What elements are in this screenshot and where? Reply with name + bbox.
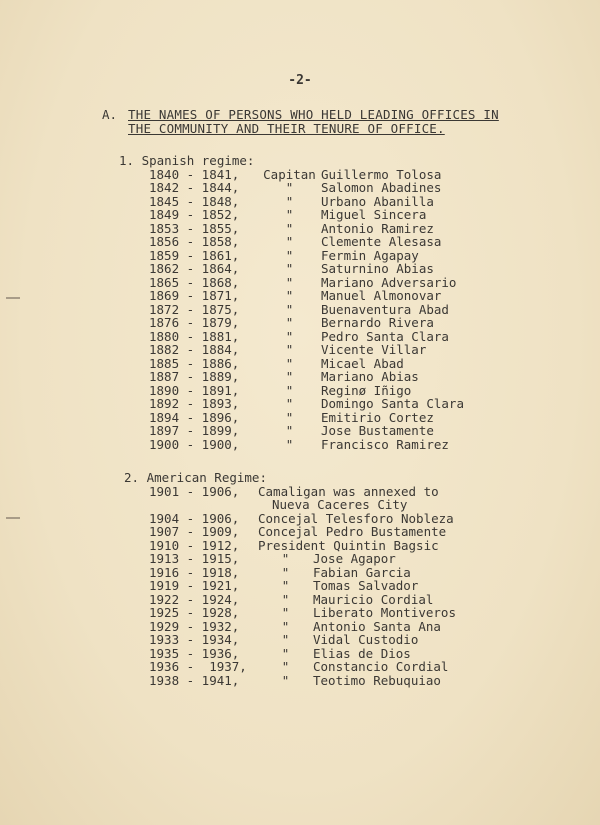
office-title: "	[285, 193, 294, 209]
table-row	[149, 235, 464, 249]
entry-text: Camaligan was annexed to	[258, 483, 439, 499]
margin-mark	[6, 297, 20, 299]
american-regime-list	[149, 485, 456, 688]
officeholder-name: Guillermo Tolosa	[321, 166, 442, 182]
office-title: "	[281, 578, 290, 593]
years: 1890 - 1891,	[149, 382, 240, 398]
officeholder-name: Manuel Almonovar	[321, 288, 442, 303]
years: 1900 - 1900,	[149, 436, 240, 452]
office-title: "	[285, 220, 294, 236]
table-row	[149, 525, 456, 539]
office-title: "	[285, 409, 294, 425]
office-title: "	[285, 423, 294, 438]
years: 1901 - 1906,	[149, 483, 240, 499]
officeholder-name: Mauricio Cordial	[313, 591, 434, 607]
officeholder-name: Constancio Cordial	[313, 659, 449, 674]
years: 1913 - 1915,	[149, 551, 240, 566]
table-row	[149, 660, 456, 674]
officeholder-name: Jose Agapor	[313, 551, 396, 566]
years: 1856 - 1858,	[149, 234, 240, 249]
years: 1880 - 1881,	[149, 328, 240, 344]
table-row	[149, 357, 464, 371]
officeholder-name: Bernardo Rivera	[321, 315, 434, 330]
table-row	[149, 552, 456, 566]
office-title: "	[281, 605, 290, 620]
years: 1887 - 1889,	[149, 369, 240, 384]
table-row	[149, 485, 456, 499]
years: 1916 - 1918,	[149, 564, 240, 580]
officeholder-name: Micael Abad	[321, 355, 404, 371]
heading-line-2: THE COMMUNITY AND THEIR TENURE OF OFFICE.	[128, 121, 445, 136]
years: 1853 - 1855,	[149, 220, 240, 236]
office-title: "	[285, 355, 294, 371]
entry-continuation: Nueva Caceres City	[272, 497, 408, 512]
table-row	[149, 606, 456, 620]
office-title: "	[281, 564, 290, 580]
officeholder-name: Vidal Custodio	[313, 632, 419, 647]
years: 1840 - 1841,	[149, 166, 240, 182]
table-row	[149, 316, 464, 330]
years: 1872 - 1875,	[149, 301, 240, 317]
table-row	[149, 181, 464, 195]
table-row	[149, 289, 464, 303]
table-row	[149, 168, 464, 182]
officeholder-name: Teotimo Rebuquiao	[313, 672, 441, 688]
officeholder-name: Elias de Dios	[313, 645, 411, 661]
years: 1919 - 1921,	[149, 578, 240, 593]
table-row	[149, 620, 456, 634]
table-row	[149, 249, 464, 263]
officeholder-name: Fabian Garcia	[313, 564, 411, 580]
american-regime-title: 2. American Regime:	[124, 470, 267, 485]
years: 1929 - 1932,	[149, 618, 240, 634]
section-heading	[102, 108, 499, 136]
table-row	[149, 208, 464, 222]
table-row	[149, 370, 464, 384]
office-title: "	[285, 180, 294, 195]
officeholder-name: Vicente Villar	[321, 342, 427, 357]
table-row	[149, 566, 456, 580]
years: 1925 - 1928,	[149, 605, 240, 620]
office-title: Capitan	[263, 166, 316, 182]
spanish-regime-section	[119, 154, 464, 451]
years: 1892 - 1893,	[149, 396, 240, 411]
years: 1910 - 1912,	[149, 537, 240, 553]
years: 1933 - 1934,	[149, 632, 240, 647]
office-title: "	[285, 261, 294, 276]
table-row	[149, 539, 456, 553]
officeholder-name: Tomas Salvador	[313, 578, 419, 593]
entry-text: President Quintin Bagsic	[258, 537, 439, 553]
table-row	[149, 343, 464, 357]
office-title: "	[285, 382, 294, 398]
table-row	[149, 222, 464, 236]
officeholder-name: Urbano Abanilla	[321, 193, 434, 209]
years: 1936 - 1937,	[149, 659, 247, 674]
office-title: "	[285, 288, 294, 303]
officeholder-name: Saturnino Abias	[321, 261, 434, 276]
heading-line-1: THE NAMES OF PERSONS WHO HELD LEADING OFFICES IN	[128, 107, 499, 122]
years: 1842 - 1844,	[149, 180, 240, 195]
officeholder-name: Buenaventura Abad	[321, 301, 449, 317]
office-title: "	[281, 551, 290, 566]
office-title: "	[281, 645, 290, 661]
officeholder-name: Mariano Adversario	[321, 274, 457, 290]
office-title: "	[285, 247, 294, 263]
years: 1935 - 1936,	[149, 645, 240, 661]
table-row	[149, 674, 456, 688]
table-row	[149, 512, 456, 526]
years: 1876 - 1879,	[149, 315, 240, 330]
officeholder-name: Liberato Montiveros	[313, 605, 456, 620]
officeholder-name: Pedro Santa Clara	[321, 328, 449, 344]
years: 1894 - 1896,	[149, 409, 240, 425]
office-title: "	[281, 618, 290, 634]
office-title: "	[285, 396, 294, 411]
office-title: "	[285, 342, 294, 357]
years: 1907 - 1909,	[149, 524, 240, 539]
office-title: "	[285, 369, 294, 384]
table-row	[149, 384, 464, 398]
years: 1862 - 1864,	[149, 261, 240, 276]
table-row	[149, 330, 464, 344]
years: 1897 - 1899,	[149, 423, 240, 438]
officeholder-name: Fermin Agapay	[321, 247, 419, 263]
spanish-regime-title: 1. Spanish regime:	[119, 153, 255, 168]
officeholder-name: Salomon Abadines	[321, 180, 442, 195]
office-title: "	[285, 436, 294, 452]
american-regime-section	[124, 471, 456, 687]
office-title: "	[281, 659, 290, 674]
table-row	[149, 438, 464, 452]
table-row	[149, 262, 464, 276]
officeholder-name: Francisco Ramirez	[321, 436, 449, 452]
officeholder-name: Antonio Santa Ana	[313, 618, 441, 634]
office-title: "	[281, 591, 290, 607]
office-title: "	[285, 234, 294, 249]
years: 1882 - 1884,	[149, 342, 240, 357]
years: 1869 - 1871,	[149, 288, 240, 303]
table-row	[149, 647, 456, 661]
officeholder-name: Jose Bustamente	[321, 423, 434, 438]
years: 1904 - 1906,	[149, 510, 240, 526]
table-row	[149, 195, 464, 209]
office-title: "	[285, 315, 294, 330]
table-row	[149, 397, 464, 411]
officeholder-name: Miguel Sincera	[321, 207, 427, 222]
officeholder-name: Antonio Ramirez	[321, 220, 434, 236]
table-row	[149, 633, 456, 647]
page-number: -2-	[288, 73, 312, 88]
entry-text: Concejal Telesforo Nobleza	[258, 510, 454, 526]
years: 1885 - 1886,	[149, 355, 240, 371]
officeholder-name: Domingo Santa Clara	[321, 396, 464, 411]
years: 1938 - 1941,	[149, 672, 240, 688]
heading-letter: A.	[102, 107, 118, 122]
table-row	[149, 411, 464, 425]
table-row	[149, 303, 464, 317]
margin-mark	[6, 517, 20, 519]
spanish-regime-list	[149, 168, 464, 452]
office-title: "	[281, 632, 290, 647]
officeholder-name: Clemente Alesasa	[321, 234, 442, 249]
office-title: "	[285, 328, 294, 344]
officeholder-name: Emitirio Cortez	[321, 409, 434, 425]
years: 1849 - 1852,	[149, 207, 240, 222]
officeholder-name: Reginø Iñigo	[321, 382, 412, 398]
years: 1859 - 1861,	[149, 247, 240, 263]
table-row	[149, 593, 456, 607]
years: 1922 - 1924,	[149, 591, 240, 607]
years: 1865 - 1868,	[149, 274, 240, 290]
table-row	[149, 276, 464, 290]
table-row	[149, 424, 464, 438]
officeholder-name: Mariano Abias	[321, 369, 419, 384]
office-title: "	[285, 207, 294, 222]
entry-text: Concejal Pedro Bustamente	[258, 524, 447, 539]
office-title: "	[285, 274, 294, 290]
table-row	[149, 579, 456, 593]
office-title: "	[281, 672, 290, 688]
years: 1845 - 1848,	[149, 193, 240, 209]
office-title: "	[285, 301, 294, 317]
